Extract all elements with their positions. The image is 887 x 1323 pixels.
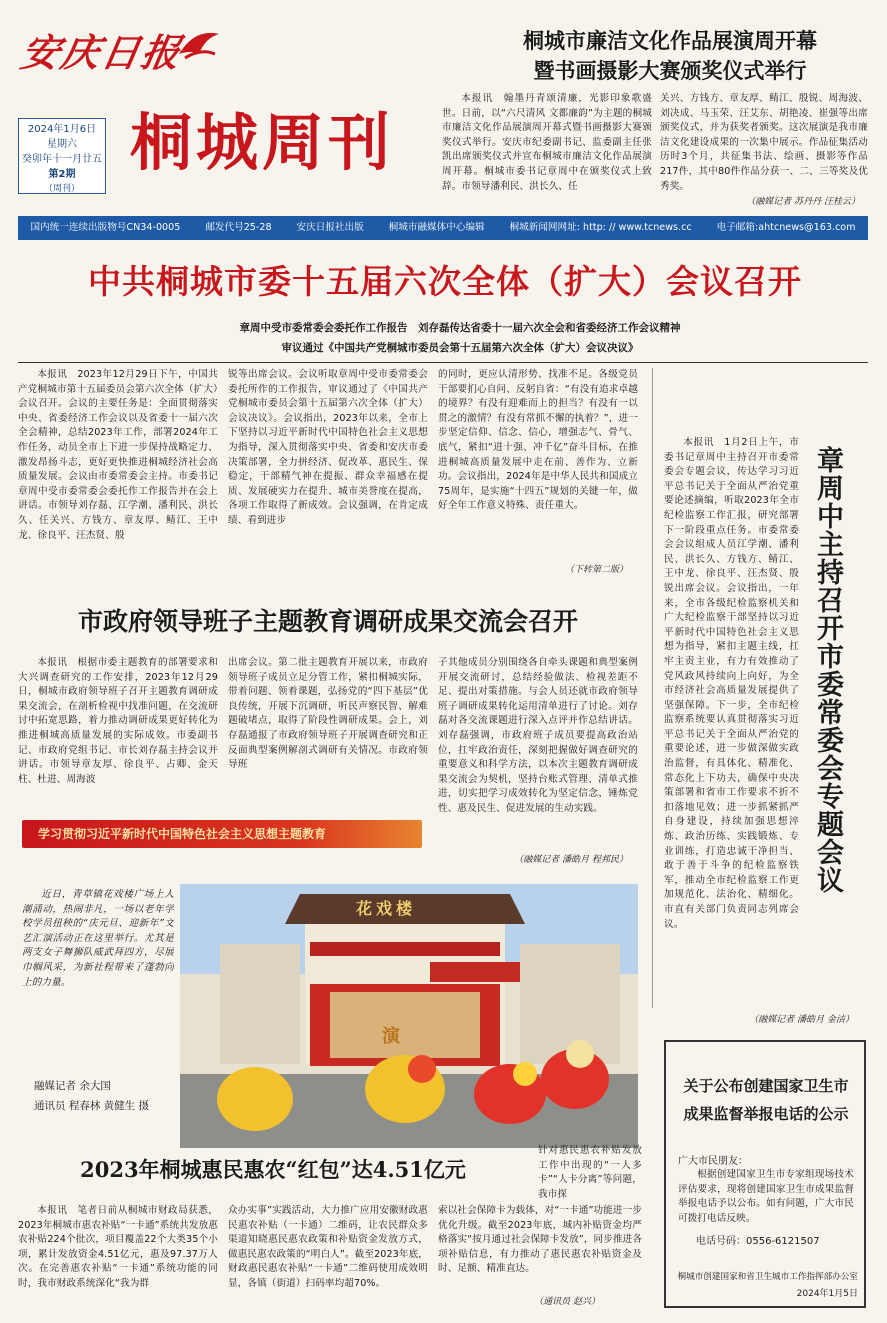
side-story-headline[interactable]: 章周中主持召开市委常委会专题会议 (812, 446, 843, 894)
top-story-col1: 本报讯 翰墨丹青颂清廉，光影印象歌盛世。日前，以“六尺清风 文都廉韵”为主题的桐城市廉洁文化作品展演周开幕式暨书画摄影大赛颁奖仪式举行。安庆市纪委副书记、监委副主任张凯出席颁奖仪式并宣布桐城市廉洁文化作品展演周开幕。桐城市委书记章周中在颁奖仪式上致辞。市领导潘利民、洪长久、任 (442, 93, 652, 192)
lead-subheadline-1: 章周中受市委常委会委托作工作报告 刘存磊传达省委十一届六次全会和省委经济工作会议精神 (239, 322, 681, 334)
issue-date: 2024年1月6日 (27, 124, 97, 135)
info-bar (18, 216, 868, 240)
notice-box (664, 1040, 866, 1308)
lead-subheadline-2: 审议通过《中国共产党桐城市委员会第十五届第六次全体（扩大）会议决议》 (281, 342, 639, 354)
top-story-title (470, 26, 870, 86)
notice-title-line2: 成果监督举报电话的公示 (683, 1105, 849, 1123)
notice-date: 2024年1月5日 (796, 1289, 858, 1299)
photo-sign: 花戏楼 (356, 899, 417, 918)
notice-title-line1: 关于公布创建国家卫生市 (683, 1077, 849, 1095)
info-postal: 邮发代号25-28 (205, 222, 272, 233)
photo-credit-1: 融媒记者 余大国 (34, 1080, 111, 1092)
theme-banner-text: 学习贯彻习近平新时代中国特色社会主义思想主题教育 (38, 827, 327, 841)
notice-signer: 桐城市创建国家和省卫生城市工作指挥部办公室 (677, 1272, 858, 1282)
lead-col3: 的同时，更应认清形势、找准不足。各级党员干部要扪心自问、反躬自省：“有没有追求卓越的境界？有没有迎难而上的担当？有没有一以贯之的激情？有没有常抓不懈的执着？”，进一步坚定信仰、信念、信心，增强志气、骨气、底气，紧扣“进十强、冲千亿”奋斗目标，在推进桐城高质量发展中走在前、善作为、立新功。会议指出，2024年是中华人民共和国成立75周年，是实施“十四五”规划的关键一年，做好全年工作意义特殊、责任重大。 (438, 369, 638, 512)
info-website[interactable]: 桐城新闻网网址: http: // www.tcnews.cc (509, 222, 692, 233)
info-serial: 国内统一连续出版物号CN34-0005 (30, 222, 181, 233)
subsidy-col3: 索以社会保障卡为载体，对“一卡通”功能进一步优化升级。截至2023年底，城内补贴资金均严格落实“按月通过社会保障卡发放”，同步推进各项补贴信息，有力推动了惠民惠农补贴资金及时、足额、精准直达。 (438, 1205, 642, 1275)
side-story-body: 本报讯 1月2日上午，市委书记章周中主持召开市委常委会专题会议，传达学习习近平总书记关于全面从严治党重要论述摘编，听取2023年全市纪检监察工作汇报，研究部署下一阶段重点任务。市委常委会会议组成人员江学潮、潘利民、洪长久、方钱方、鲭江、王中龙、徐良平、汪杰贤、殷锐出席会议。会议指出，一年来，全市各级纪检监察机关和广大纪检监察干部坚持以习近平新时代中国特色社会主义思想为指导，紧扣主题主线，扛牢主责主业，有力有效推动了党风政风持续向上向好，为全市经济社会高质量发展提供了坚强保障。下一步，全市纪检监察系统要认真贯彻落实习近平总书记关于全面从严治党的重要论述，进一步做深做实政治监督，有具体化、精准化、常态化上下功夫，确保中央决策部署和省市工作要求不折不扣落地见效；进一步抓紧抓严自身建设，持续加强思想淬炼、政治历练、实践锻炼、专业训练，打造忠诚干净担当、敢于善于斗争的纪检监察铁军，推动全市纪检监察工作更加规范化、法治化、精细化。市直有关部门负责同志列席会议。 (664, 437, 799, 930)
info-editor: 桐城市融媒体中心编辑 (388, 222, 485, 233)
top-story-byline: （融媒记者 苏丹丹 汪桂云） (746, 197, 860, 207)
paper-logo[interactable]: 安庆日报 (17, 30, 186, 75)
side-divider (652, 368, 653, 1008)
photo-credit-2: 通讯员 程春林 黄健生 摄 (34, 1100, 150, 1112)
research-col3: 子其他成员分别围绕各自牵头课题和典型案例开展交流研讨，总结经验做法、检视差距不足、提出对策措施。与会人员还就市政府领导班子调研成果转化运用清单进行了讨论。刘存磊对各交流课题进行深入点评并作总结讲话。刘存磊强调，市政府班子成员要提高政治站位，扛牢政治责任，深刻把握做好调查研究的重要意义和科学方法，以本次主题教育调研成果交流会为契机，坚持台账式管理、清单式推进，切实把学习成效转化为坚定信念、锤炼党性、惠及民生、促进发展的生动实践。 (438, 657, 638, 814)
photo-scene (180, 884, 638, 1148)
weekday: 星期六 (47, 139, 77, 150)
notice-greeting: 广大市民朋友： (678, 1156, 748, 1167)
top-story-title-line2: 暨书画摄影大赛颁奖仪式举行 (533, 58, 807, 83)
date-box (18, 118, 106, 194)
info-email[interactable]: 电子邮箱:ahtcnews@163.com (716, 222, 856, 233)
masthead (0, 0, 887, 215)
subsidy-col1: 本报讯 笔者日前从桐城市财政局获悉，2023年桐城市惠农补贴“一卡通”系统共发放惠农补贴224个批次，项目覆盖22个大类35个小项，累计发放资金4.51亿元，惠及97.37万人次。在完善惠农补贴“一卡通”系统功能的同时，我市财政系统深化“我为群 (18, 1205, 218, 1289)
info-publisher: 安庆日报社出版 (296, 222, 364, 233)
top-story-col2: 关兴、方钱方、章友厚、鲭江、殷锐、周海波、刘决成、马玉荣、汪艾东、胡艳凌、崔强等出席颁奖仪式，并为获奖者颁奖。这次展演是我市廉洁文化建设成果的一次集中展示。作品征集活动历时3个月，共征集书法、绘画、摄影等作品217件，其中80件作品分获一、二、三等奖及优秀奖。 (660, 93, 868, 192)
paper-logo-swoosh-icon (175, 24, 223, 64)
issue-note: （周刊） (43, 184, 80, 194)
notice-body-text: 根据创建国家卫生市专家组现场技术评估要求，现将创建国家卫生市成果监督举报电话予以公布。如有问题，广大市民可拨打电话反映。 (678, 1169, 854, 1224)
subsidy-headline[interactable]: 2023年桐城惠民惠农“红包”达4.51亿元 (80, 1157, 466, 1182)
research-col1: 本报讯 根据市委主题教育的部署要求和大兴调查研究的工作安排，2023年12月29日，桐城市政府领导班子召开主题教育调研成果交流会，在剖析检视中找准问题，在交流研讨中拓宽思路，着力推动调研成果更好转化为推进桐城高质量发展的实际成效。市委副书记、市政府党组书记、市长刘存磊主持会议并讲话。市领导章友厚、徐良平、占卿、金天柱、杜进、周海波 (18, 657, 218, 785)
research-byline: （融媒记者 潘皓月 程邦民） (514, 855, 628, 865)
lead-col2: 锐等出席会议。会议听取章周中受市委常委会委托所作的工作报告，审议通过了《中国共产党桐城市委员会第十五届第六次全体（扩大）会议决议》。会议指出，2023年以来，全市上下坚持以习近平新时代中国特色社会主义思想为指导，深入贯彻落实中央、省委和安庆市委决策部署，全力拼经济、促改革、惠民生、保稳定，干部精气神在提振、群众幸福感在提质、发展硬实力在提升、城市美誉度在提高，各项工作取得了新成效。会议强调，在肯定成绩、看到进步 (228, 369, 428, 526)
lead-divider (18, 362, 868, 363)
theme-banner (22, 820, 422, 848)
photo-caption (22, 888, 174, 1068)
lead-col1: 本报讯 2023年12月29日下午，中国共产党桐城市第十五届委员会第六次全体（扩大）会议召开。会议的主要任务是：全面贯彻落实中央、省委经济工作会议以及省委十一届六次全会精神，总结2023年工作，部署2024年工作任务，动员全市上下进一步保持战略定力、激发昂扬斗志，更好更快推进桐城经济社会高质量发展。会议由市委常委会主持。市委书记章周中受市委常委会委托作工作报告并在会上讲话。市领导刘存磊、江学潮、潘利民、洪长久、任关兴、方钱方、章友厚、鲭江、王中龙、徐良平、汪杰贤、殷 (18, 369, 218, 541)
research-headline[interactable]: 市政府领导班子主题教育调研成果交流会召开 (77, 607, 578, 636)
supplement-logo[interactable]: 桐城周刊 (130, 106, 395, 179)
subsidy-col2: 众办实事”实践活动，大力推广应用安徽财政惠民惠农补贴（一卡通）二维码，让农民群众多渠道知晓惠民惠农政策和补贴资金发放方式，做惠民惠农政策的“明白人”。截至2023年底，财政惠民惠农补贴“一卡通”二维码使用成效明显，各镇（街道）扫码率均超70%。 (228, 1205, 428, 1289)
notice-title (674, 1072, 858, 1128)
top-story-title-line1: 桐城市廉洁文化作品展演周开幕 (523, 28, 817, 53)
issue-number: 第2期 (48, 169, 76, 180)
notice-phone[interactable]: 电话号码：0556-6121507 (696, 1236, 820, 1247)
lunar-date: 癸卯年十一月廿五 (22, 154, 102, 165)
subsidy-col3-top: 针对惠民惠农补贴发放工作中出现的“一人多卡”“人卡分离”等问题，我市探 (538, 1145, 642, 1200)
news-photo[interactable] (180, 884, 638, 1148)
lead-jump[interactable]: （下转第二版） (564, 565, 628, 575)
notice-body (678, 1168, 854, 1242)
photo-caption-text: 近日，青草镇花戏楼广场上人潮涌动，热闹非凡，一场以老年学校学员扭秧的“庆元旦、迎新年”文艺汇演活动正在这里举行。尤其是两支女子舞狮队威武拜四方，尽展巾帼风采，为新社程带来了蓬勃向上的力量。 (22, 889, 174, 988)
photo-stage-text: 演 (382, 1026, 400, 1047)
lead-headline[interactable]: 中共桐城市委十五届六次全体（扩大）会议召开 (88, 262, 802, 301)
research-col2: 出席会议。第二批主题教育开展以来，市政府领导班子成员立足分管工作，紧扣桐城实际，带着问题、领着课题，弘扬党的“四下基层”优良传统，开展下沉调研，听民声察民智、解难题破堵点，取得了阶段性调研成果。会上，刘存磊通报了市政府领导班子开展调查研究和正反面典型案例解剖式调研有关情况。市政府领导班 (228, 657, 428, 771)
subsidy-byline: （通讯员 赵兴） (534, 1297, 600, 1307)
side-story-byline: （融媒记者 潘皓月 金洁） (749, 1015, 854, 1025)
